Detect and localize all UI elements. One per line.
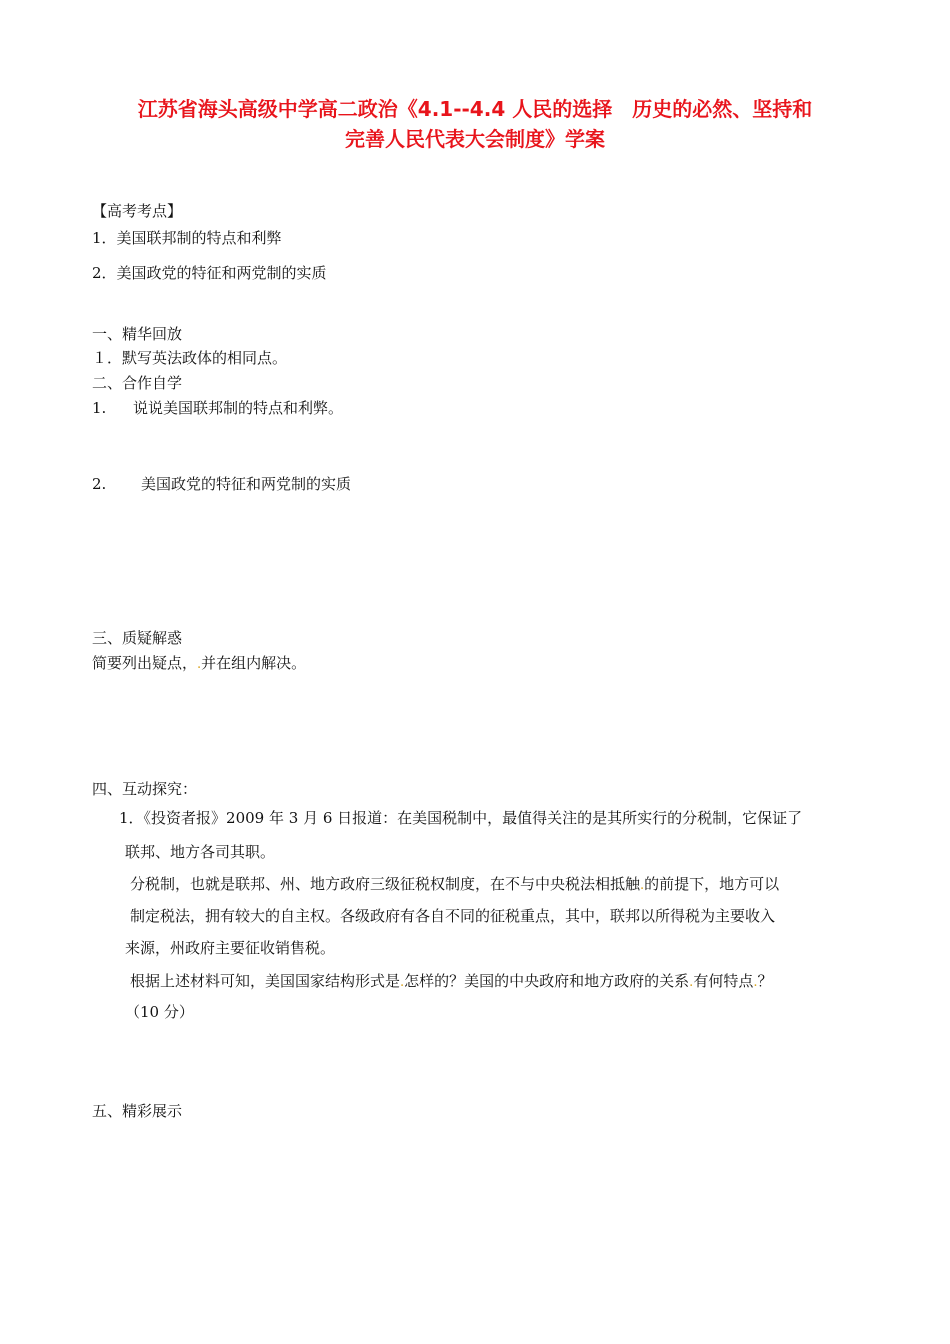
exam-point-item: 2．美国政党的特征和两党制的实质: [92, 264, 327, 282]
text-segment: 有何特点: [693, 972, 754, 990]
revision-mark: .: [400, 975, 405, 990]
item-number: 2.: [92, 475, 107, 493]
section-heading: 五、精彩展示: [92, 1102, 183, 1120]
revision-mark: .: [689, 975, 694, 990]
exam-points-heading: 【高考考点】: [92, 202, 183, 220]
score-note: （10 分）: [125, 1003, 194, 1021]
text-segment: 怎样的？美国的中央政府和地方政府的关系: [404, 972, 690, 990]
text-segment: 根据上述材料可知，美国国家结构形式是: [130, 972, 401, 990]
section-text: [92, 653, 306, 675]
section-item: 说说美国联邦制的特点和利弊。: [133, 399, 344, 417]
section-item: １．默写英法政体的相同点。: [92, 349, 288, 367]
material-line: 制定税法，拥有较大的自主权。各级政府有各自不同的征税重点，其中，联邦以所得税为主要收入: [130, 907, 776, 925]
section-heading: 三、质疑解惑: [92, 629, 183, 647]
revision-mark: .: [640, 878, 645, 893]
title-line-2: 完善人民代表大会制度》学案: [345, 127, 605, 151]
section-heading: 四、互动探究：: [92, 780, 198, 798]
text-segment: 并在组内解决。: [201, 654, 307, 672]
material-line: [130, 874, 779, 896]
question-line: 1．《投资者报》2009 年 3 月 6 日报道：在美国税制中，最值得关注的是其所实行的分税制，它保证了: [119, 809, 803, 827]
section-heading: 一、精华回放: [92, 325, 183, 343]
exam-point-item: 1．美国联邦制的特点和利弊: [92, 229, 282, 247]
text-segment: 简要列出疑点，: [92, 654, 198, 672]
section-heading: 二、合作自学: [92, 374, 183, 392]
revision-mark: .: [197, 657, 202, 672]
question-line: [130, 971, 772, 993]
material-line: 来源，州政府主要征收销售税。: [125, 939, 336, 957]
question-line: 联邦、地方各司其职。: [125, 843, 276, 861]
text-segment: ？: [757, 972, 773, 990]
text-segment: 的前提下，地方可以: [644, 875, 780, 893]
item-number: 1.: [92, 399, 107, 417]
text-segment: 分税制，也就是联邦、州、地方政府三级征税权制度，在不与中央税法相抵触: [130, 875, 641, 893]
revision-mark: .: [753, 975, 758, 990]
title-line-1: 江苏省海头高级中学高二政治《4.1--4.4 人民的选择 历史的必然、坚持和: [137, 97, 813, 121]
section-item: 美国政党的特征和两党制的实质: [141, 475, 352, 493]
